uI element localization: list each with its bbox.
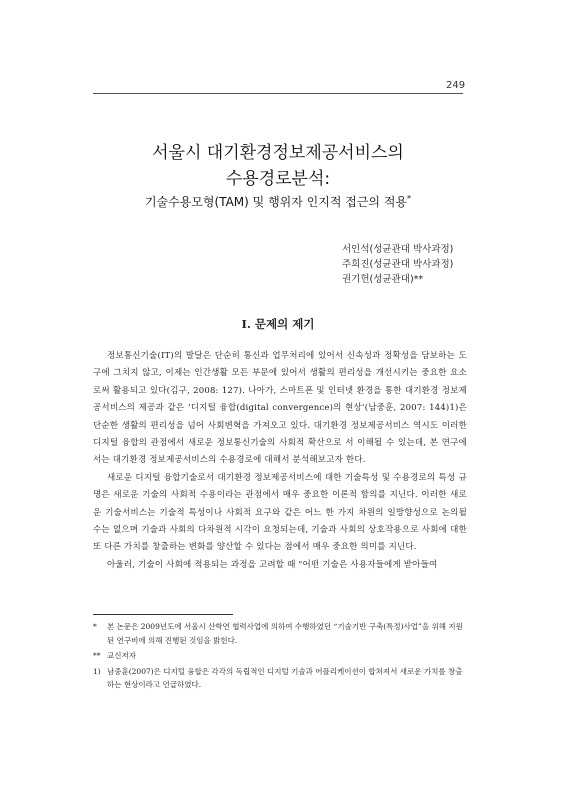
author-list (342, 242, 492, 287)
footnote (93, 649, 467, 663)
footnote-rule (93, 614, 233, 615)
subtitle-footnote-mark: * (407, 194, 412, 203)
footnote-mark: 1) (93, 666, 101, 676)
footnote-text: 본 논문은 2009년도에 서울시 산학연 협력사업에 의하여 수행하였던 “기술기반 구축(특정)사업”을 위해 지원된 연구비에 의해 진행된 것임을 밝힌다. (107, 622, 463, 645)
paragraph-3: 아울러, 기술이 사회에 적용되는 과정을 고려할 때 "어떤 기술은 사용자들에게 받아들여 (107, 559, 438, 570)
subtitle-text: 기술수용모형(TAM) 및 행위자 인지적 접근의 적용 (144, 195, 408, 209)
author-1: 서인석(성균관대 박사과정) (342, 244, 454, 255)
footnote-mark: * (93, 622, 97, 631)
section-heading: I. 문제의 제기 (241, 317, 315, 331)
title-line-2: 수용경로분석: (225, 169, 331, 189)
header-rule (93, 93, 463, 94)
paragraph-1: 정보통신기술(IT)의 발달은 단순히 통신과 업무처리에 있어서 신속성과 정확성을 담보하는 도구에 그치지 않고, 이제는 인간생활 모든 부문에 있어서 생활의 편리성을 개선시키는 중요한 요소로써 활용되고 있다(김구, 2008: 127). 나아가, 스마트폰 및 인터넷 환경을 통한 대기환경 정보제공서비스의 제공과 같은 ‘디지털 융합(digital convergence)의 현상’(남중훈, 2007: 144)1)은 단순한 생활의 편리성을 넘어 사회변혁을 가져오고 있다. 대기환경 정보제공서비스 역시도 이러한 디지털 융합의 관점에서 새로운 정보통신기술의 사회적 확산으로 서 이해될 수 있는데, 본 연구에서는 대기환경 정보제공서비스의 수용경로에 대해서 분석해보고자 한다. (93, 351, 467, 466)
author-3: 권기헌(성균관대)** (342, 274, 424, 285)
footnote (93, 665, 467, 692)
paragraph-2: 새로운 디지털 융합기술로서 대기환경 정보제공서비스에 대한 기술특성 및 수용경로의 특성 규명은 새로운 기술의 사회적 수용이라는 관점에서 매우 중요한 이론적 함의를 지닌다. 이러한 새로운 기술서비스는 기술적 특성이나 사회적 요구와 같은 어느 한 가지 차원의 일방향성으로 논의될 수는 없으며 기술과 사회의 다차원적 시각이 요청되는데, 기술과 사회의 상호작용으로 사회에 대한 또 다른 가치를 창출하는 변화를 양산할 수 있다는 점에서 매우 중요한 의미를 지닌다. (93, 472, 467, 553)
footnote-mark: ** (93, 651, 101, 660)
body-text (93, 348, 467, 574)
page-number: 249 (446, 80, 466, 91)
title-line-1: 서울시 대기환경정보제공서비스의 (152, 143, 404, 163)
footnote-text: 교신저자 (107, 651, 136, 660)
author-2: 주희진(성균관대 박사과정) (342, 259, 454, 270)
footnotes (93, 620, 467, 694)
subtitle (93, 193, 463, 210)
footnote (93, 620, 467, 647)
footnote-text: 남중훈(2007)은 디지털 융합은 각각의 독립적인 디지털 기술과 어플리케이션이 합쳐져서 새로운 가치를 창출하는 현상이라고 언급하였다. (107, 666, 463, 689)
